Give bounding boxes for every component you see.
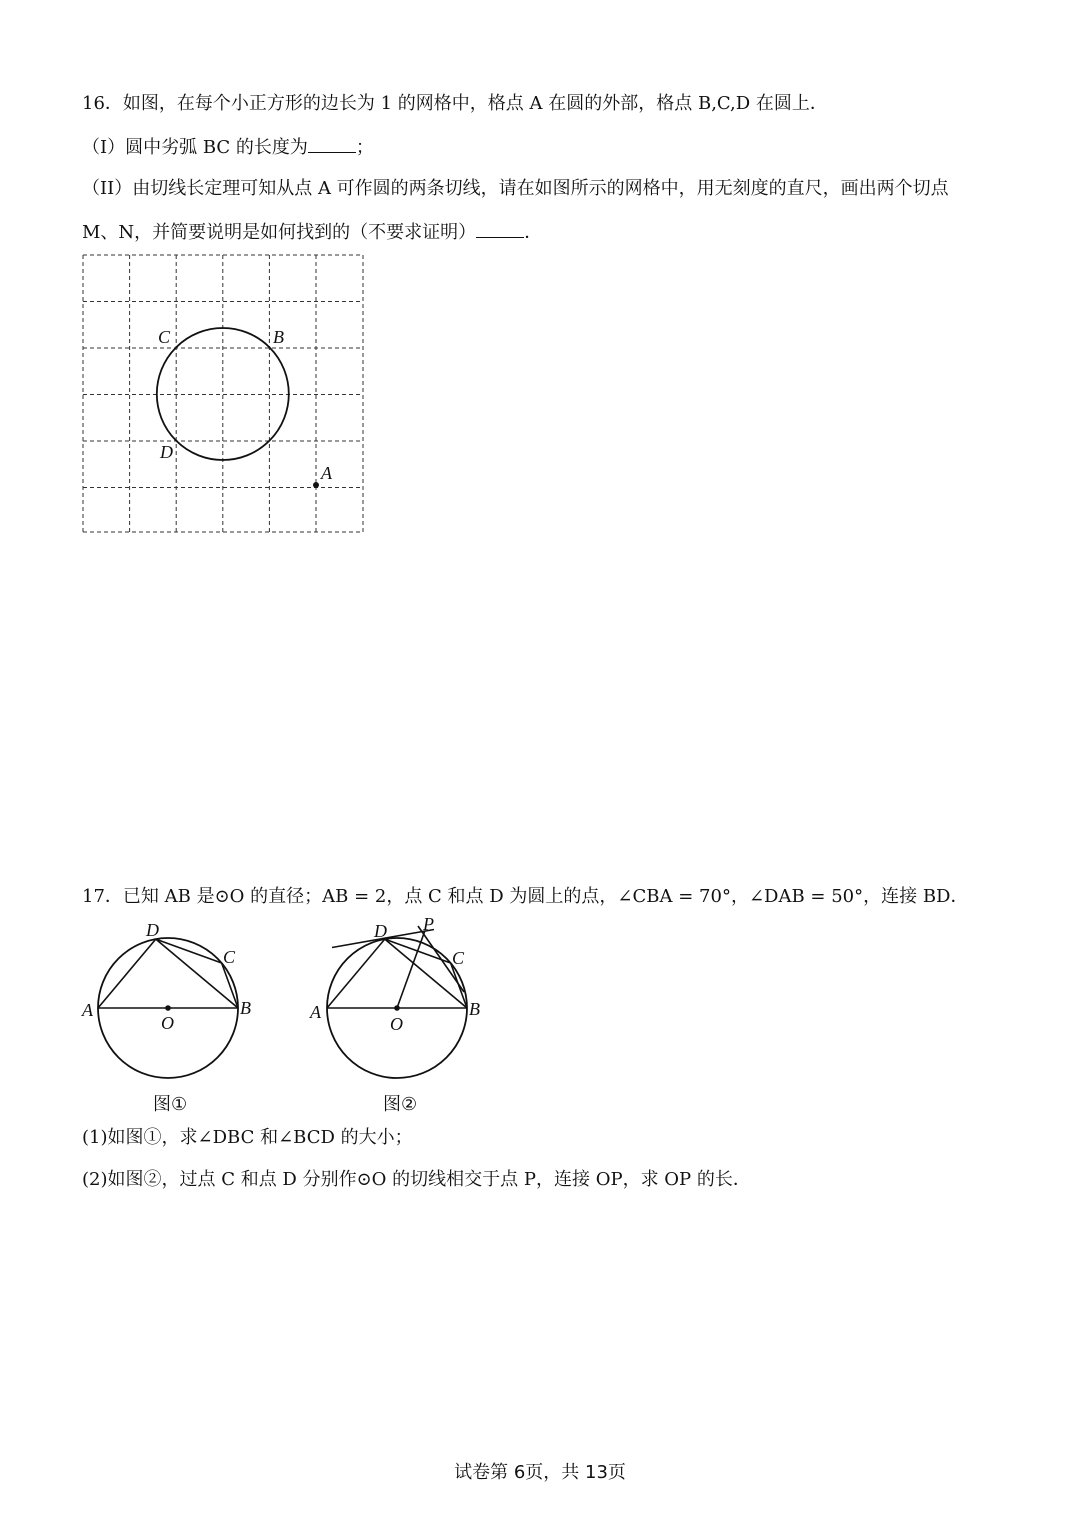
q16-part1-blank xyxy=(308,134,356,153)
center-o-dot xyxy=(394,1005,400,1011)
label-c: C xyxy=(158,327,171,347)
q17-stem: 17．已知 AB 是⊙O 的直径；AB = 2，点 C 和点 D 为圆上的点，∠CBA = 70°，∠DAB = 50°，连接 BD． xyxy=(82,886,969,907)
q16-part2-line2 xyxy=(82,219,542,246)
label-c: C xyxy=(452,948,465,968)
q17-part1: (1)如图①，求∠DBC 和∠BCD 的大小； xyxy=(82,1127,413,1148)
q16-part2-end: ． xyxy=(524,222,543,243)
q17-figure-2 xyxy=(306,910,506,1120)
label-a: A xyxy=(82,1000,93,1020)
grid-lines xyxy=(83,255,363,532)
caption-fig1: 图① xyxy=(153,1094,188,1115)
page-footer: 试卷第 6页，共 13页 xyxy=(454,1462,626,1483)
q17-part2: (2)如图②，过点 C 和点 D 分别作⊙O 的切线相交于点 P，连接 OP，求 OP 的长． xyxy=(82,1169,751,1190)
q16-part2-blank xyxy=(476,219,524,238)
q16-part2-line1: （II）由切线长定理可知从点 A 可作圆的两条切线，请在如图所示的网格中，用无刻度的直尺，画出两个切点 xyxy=(82,178,949,199)
caption-fig2: 图② xyxy=(383,1094,418,1115)
q16-part2-text: M、N，并简要说明是如何找到的（不要求证明） xyxy=(82,222,477,243)
q16-part1-end: ； xyxy=(355,137,374,158)
label-a: A xyxy=(321,463,332,483)
label-c: C xyxy=(223,947,236,967)
label-o: O xyxy=(390,1014,403,1034)
label-a: A xyxy=(310,1002,321,1022)
center-o-dot xyxy=(165,1005,171,1011)
segment-dc xyxy=(156,939,222,963)
label-o: O xyxy=(161,1013,174,1033)
q16-part1-text: （I）圆中劣弧 BC 的长度为 xyxy=(82,137,308,158)
q16-grid-figure xyxy=(80,252,370,537)
label-b: B xyxy=(240,998,251,1018)
label-b: B xyxy=(469,999,480,1019)
label-d: D xyxy=(146,920,159,940)
q17-figure-1 xyxy=(78,918,268,1118)
label-d: D xyxy=(160,442,173,462)
q16-stem: 16．如图，在每个小正方形的边长为 1 的网格中，格点 A 在圆的外部，格点 B,C,D 在圆上． xyxy=(82,93,828,114)
q16-part1 xyxy=(82,134,374,161)
label-p: P xyxy=(423,914,434,934)
point-a-dot xyxy=(313,482,319,488)
label-d: D xyxy=(374,921,387,941)
label-b: B xyxy=(273,327,284,347)
